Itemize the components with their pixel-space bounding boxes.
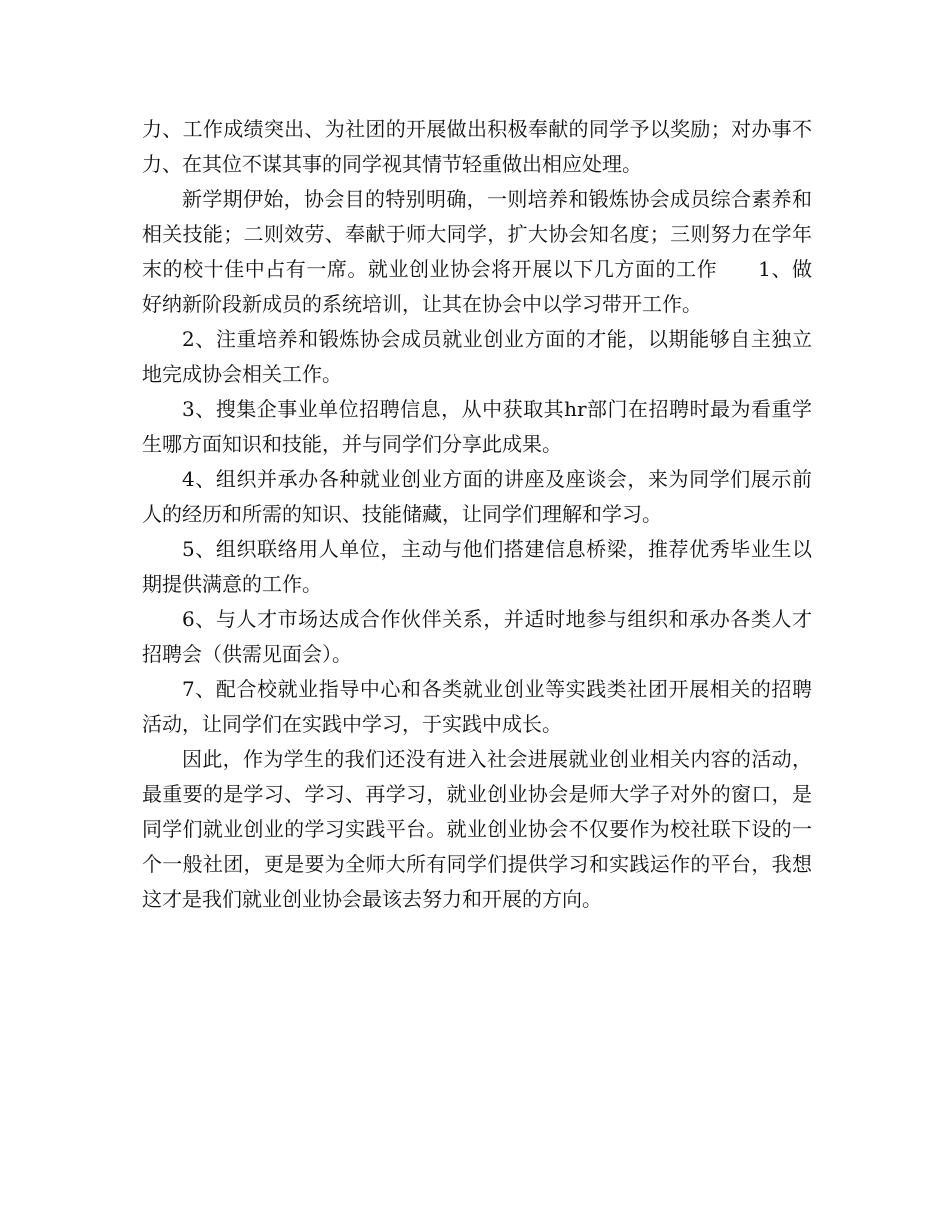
paragraph-item-7: 7、配合校就业指导中心和各类就业创业等实践类社团开展相关的招聘活动，让同学们在实践中学习，于实践中成长。 bbox=[142, 677, 812, 736]
paragraph-item-2: 2、注重培养和锻炼协会成员就业创业方面的才能，以期能够自主独立地完成协会相关工作。 bbox=[142, 327, 812, 386]
document-body bbox=[142, 112, 812, 917]
paragraph-item-6: 6、与人才市场达成合作伙伴关系，并适时地参与组织和承办各类人才招聘会（供需见面会）。 bbox=[142, 607, 812, 666]
paragraph-item-5: 5、组织联络用人单位，主动与他们搭建信息桥梁，推荐优秀毕业生以期提供满意的工作。 bbox=[142, 537, 812, 596]
paragraph-new-semester-goals: 新学期伊始，协会目的特别明确，一则培养和锻炼协会成员综合素养和相关技能；二则效劳、奉献于师大同学，扩大协会知名度；三则努力在学年末的校十佳中占有一席。就业创业协会将开展以下几方面的工作 1、做好纳新阶段新成员的系统培训，让其在协会中以学习带开工作。 bbox=[142, 187, 812, 316]
paragraph-item-3: 3、搜集企事业单位招聘信息，从中获取其hr部门在招聘时最为看重学生哪方面知识和技能，并与同学们分享此成果。 bbox=[142, 397, 812, 456]
paragraph-continuation: 力、工作成绩突出、为社团的开展做出积极奉献的同学予以奖励；对办事不力、在其位不谋其事的同学视其情节轻重做出相应处理。 bbox=[142, 117, 812, 176]
paragraph-conclusion: 因此，作为学生的我们还没有进入社会进展就业创业相关内容的活动，最重要的是学习、学习、再学习，就业创业协会是师大学子对外的窗口，是同学们就业创业的学习实践平台。就业创业协会不仅要作为校社联下设的一个一般社团，更是要为全师大所有同学们提供学习和实践运作的平台，我想这才是我们就业创业协会最该去努力和开展的方向。 bbox=[142, 747, 812, 911]
paragraph-item-4: 4、组织并承办各种就业创业方面的讲座及座谈会，来为同学们展示前人的经历和所需的知识、技能储藏，让同学们理解和学习。 bbox=[142, 467, 812, 526]
